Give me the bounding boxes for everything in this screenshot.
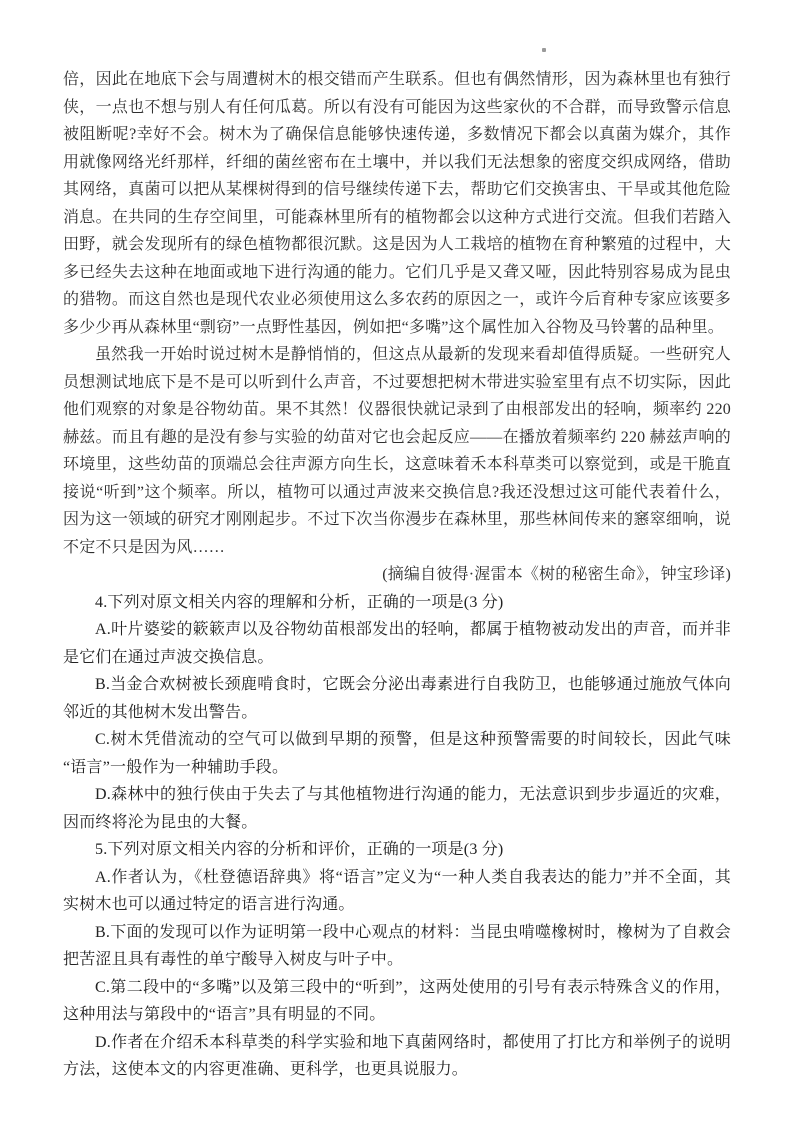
- question-5-option-c: C.第二段中的“多嘴”以及第三段中的“听到”，这两处使用的引号有表示特殊含义的作用，这种用法与第段中的“语言”具有明显的不同。: [63, 978, 731, 1023]
- question-4-option-d: D.森林中的独行侠由于失去了与其他植物进行沟通的能力，无法意识到步步逼近的灾难，因而终将沦为昆虫的大餐。: [63, 786, 731, 831]
- question-5-stem: 5.下列对原文相关内容的分析和评价，正确的一项是(3 分): [95, 841, 504, 858]
- passage-paragraph-2: 虽然我一开始时说过树木是静悄悄的，但这点从最新的发现来看却值得质疑。一些研究人员想测试地底下是不是可以听到什么声音，不过要想把树木带进实验室里有点不切实际，因此他们观察的对象是谷物幼苗。果不其然！仪器很快就记录到了由根部发出的轻响，频率约 220 赫兹。而且有趣的是没有参与实验的幼苗对它也会起反应——在播放着频率约 220 赫兹声响的环境里，这些幼苗的顶端总会往声源方向生长，这意味着禾本科草类可以察觉到，或是干脆直接说“听到”这个频率。所以，植物可以通过声波来交换信息?我还没想过这可能代表着什么，因为这一领域的研究才刚刚起步。不过下次当你漫步在森林里，那些林间传来的窸窣细响，说不定不只是因为风……: [63, 346, 731, 556]
- question-5-option-b: B.下面的发现可以作为证明第一段中心观点的材料：当昆虫啃噬橡树时，橡树为了自救会把苦涩且具有毒性的单宁酸导入树皮与叶子中。: [63, 923, 731, 968]
- question-4-stem: 4.下列对原文相关内容的理解和分析，正确的一项是(3 分): [95, 593, 504, 611]
- question-4-option-b: B.当金合欢树被长颈鹿啃食时，它既会分泌出毒素进行自我防卫，也能够通过施放气体向邻近的其他树木发出警告。: [63, 676, 731, 721]
- scan-artifact-dot: [542, 48, 546, 52]
- question-5-option-a: A.作者认为，《杜登德语辞典》将“语言”定义为“一种人类自我表达的能力”并不全面，其实树木也可以通过特定的语言进行沟通。: [63, 868, 731, 913]
- question-5-option-d: D.作者在介绍禾本科草类的科学实验和地下真菌网络时，都使用了打比方和举例子的说明方法，这使本文的内容更准确、更科学，也更具说服力。: [63, 1033, 731, 1078]
- passage-paragraph-continued: 倍，因此在地底下会与周遭树木的根交错而产生联系。但也有偶然情形，因为森林里也有独行侠，一点也不想与别人有任何瓜葛。所以有没有可能因为这些家伙的不合群，而导致警示信息被阻断呢?幸好不会。树木为了确保信息能够快速传递，多数情况下都会以真菌为媒介，其作用就像网络光纤那样，纤细的菌丝密布在土壤中，并以我们无法想象的密度交织成网络，借助其网络，真菌可以把从某棵树得到的信号继续传递下去，帮助它们交换害虫、干旱或其他危险消息。在共同的生存空间里，可能森林里所有的植物都会以这种方式进行交流。但我们若踏入田野，就会发现所有的绿色植物都很沉默。这是因为人工栽培的植物在育种繁殖的过程中，大多已经失去这种在地面或地下进行沟通的能力。它们几乎是又聋又哑，因此特别容易成为昆虫的猎物。而这自然也是现代农业必须使用这么多农药的原因之一，或许今后育种专家应该要多多少少再从森林里“剽窃”一点野性基因，例如把“多嘴”这个属性加入谷物及马铃薯的品种里。: [63, 71, 731, 336]
- question-4-option-c: C.树木凭借流动的空气可以做到早期的预警，但是这种预警需要的时间较长，因此气味“语言”一般作为一种辅助手段。: [63, 731, 731, 776]
- page-content: [63, 66, 731, 1084]
- source-attribution: (摘编自彼得·渥雷本《树的秘密生命》，钟宝珍译): [382, 566, 731, 583]
- question-4-option-a: A.叶片婆娑的簌簌声以及谷物幼苗根部发出的轻响，都属于植物被动发出的声音，而并非是它们在通过声波交换信息。: [63, 621, 731, 666]
